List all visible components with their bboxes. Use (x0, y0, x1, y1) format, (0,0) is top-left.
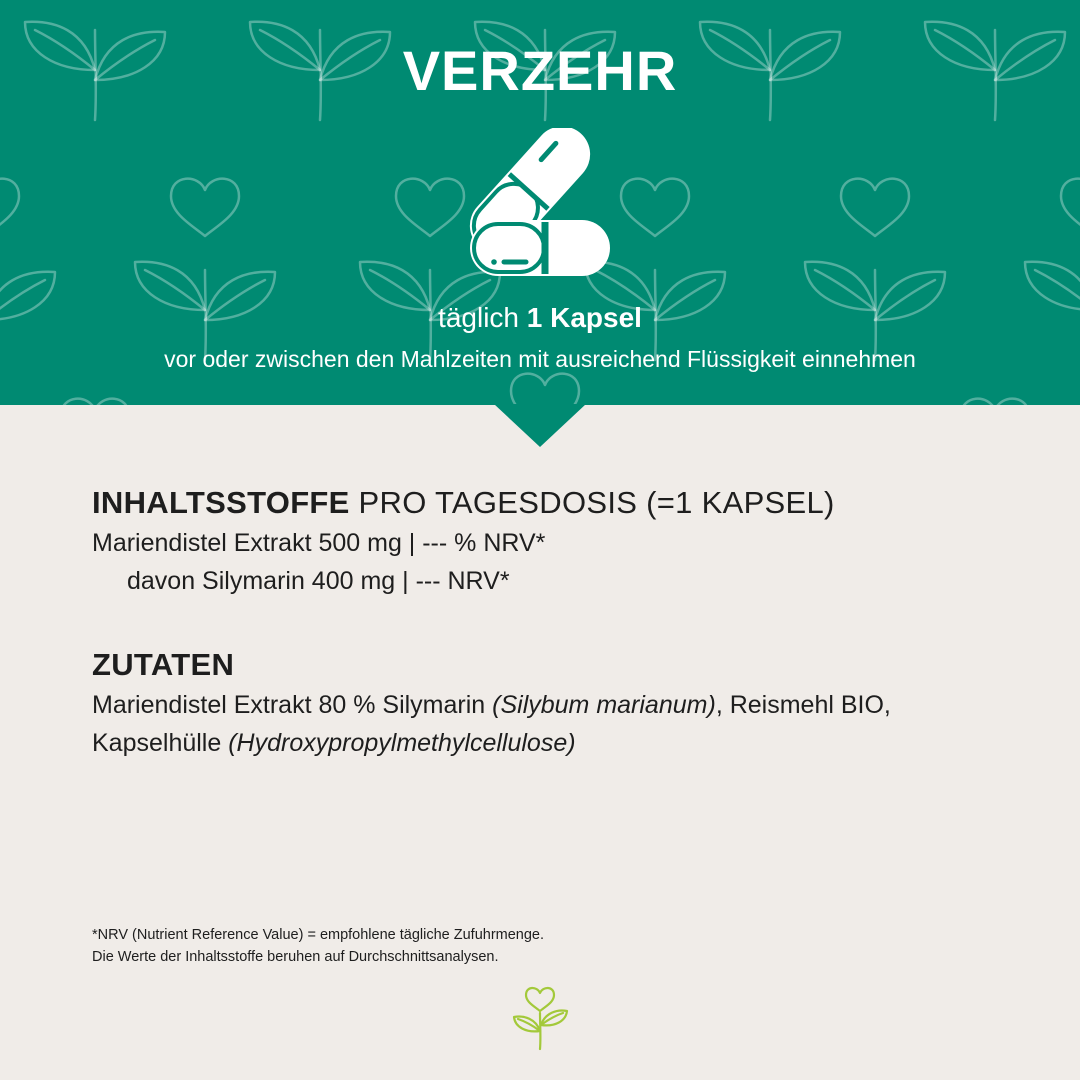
footnote-line-1: *NRV (Nutrient Reference Value) = empfohlene tägliche Zufuhrmenge. (92, 927, 545, 943)
zutaten-capsule-material: (Hydroxypropylmethylcellulose) (228, 729, 576, 757)
zutaten-part2: , Reismehl BIO, (715, 691, 891, 719)
footnote (92, 924, 544, 968)
zutaten-line (92, 686, 1012, 724)
ingredient-line: Mariendistel Extrakt 500 mg | --- % NRV* (92, 529, 546, 557)
dose-amount: 1 Kapsel (526, 302, 642, 333)
footnote-line-2: Die Werte der Inhaltsstoffe beruhen auf Durchschnittsanalysen. (92, 949, 499, 965)
header-banner (0, 0, 1080, 405)
ingredients-heading (92, 482, 1012, 524)
dose-text (0, 302, 1080, 334)
zutaten-line-2 (92, 724, 1012, 762)
capsule-icon (468, 128, 613, 278)
ingredients-heading-rest: PRO TAGESDOSIS (=1 KAPSEL) (349, 485, 835, 520)
zutaten-heading (92, 644, 1012, 686)
zutaten-heading-text: ZUTATEN (92, 647, 235, 682)
heart-plant-icon (510, 985, 572, 1051)
zutaten-part3: Kapselhülle (92, 729, 229, 757)
ingredients-section (92, 482, 1012, 762)
zutaten-part1: Mariendistel Extrakt 80 % Silymarin (92, 691, 493, 719)
ingredient-subline: davon Silymarin 400 mg | --- NRV* (127, 567, 510, 595)
intake-instruction: vor oder zwischen den Mahlzeiten mit ausreichend Flüssigkeit einnehmen (164, 346, 916, 372)
ingredients-heading-bold: INHALTSSTOFFE (92, 485, 350, 520)
page-title: VERZEHR (402, 39, 678, 102)
dose-prefix: täglich (438, 302, 519, 333)
zutaten-latin-name: (Silybum marianum) (492, 691, 716, 719)
pointer-notch (0, 404, 1080, 450)
